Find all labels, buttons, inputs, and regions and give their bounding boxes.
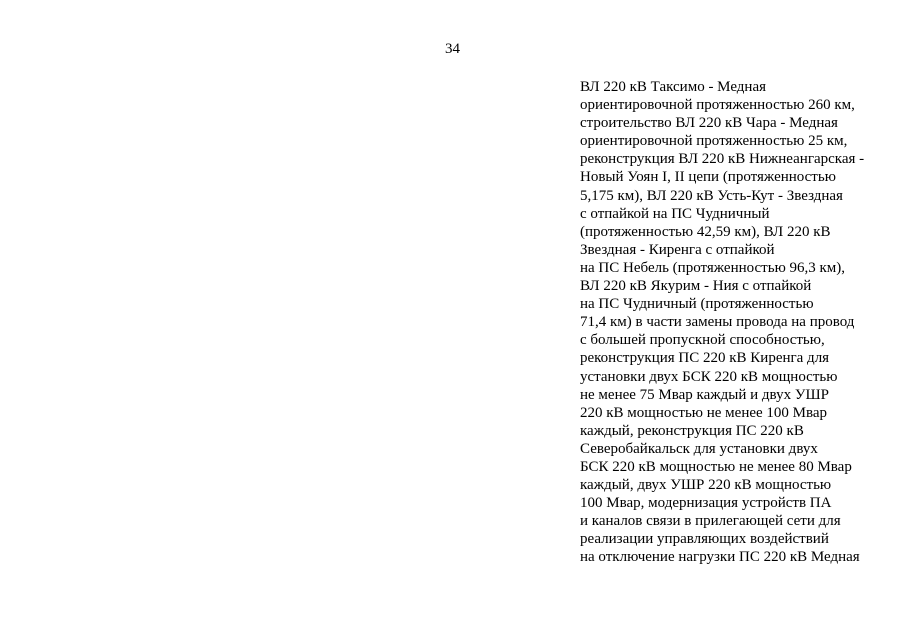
page-number: 34	[445, 41, 460, 57]
text-line: 5,175 км), ВЛ 220 кВ Усть-Кут - Звездная	[580, 187, 843, 204]
text-line: БСК 220 кВ мощностью не менее 80 Мвар	[580, 458, 852, 475]
text-line: и каналов связи в прилегающей сети для	[580, 513, 841, 530]
text-line: 100 Мвар, модернизация устройств ПА	[580, 495, 832, 512]
text-line: каждый, реконструкция ПС 220 кВ	[580, 422, 804, 439]
text-line: на ПС Чудничный (протяженностью	[580, 296, 814, 313]
text-line: ВЛ 220 кВ Таксимо - Медная	[580, 79, 766, 95]
text-line: ориентировочной протяженностью 260 км,	[580, 97, 855, 114]
text-line: Новый Уоян I, II цепи (протяженностью	[580, 169, 836, 186]
text-line: установки двух БСК 220 кВ мощностью	[580, 368, 838, 385]
text-line: с большей пропускной способностью,	[580, 332, 825, 349]
text-line: на ПС Небель (протяженностью 96,3 км),	[580, 259, 846, 276]
text-line: Северобайкальск для установки двух	[580, 440, 818, 457]
text-line: не менее 75 Мвар каждый и двух УШР	[580, 386, 829, 403]
text-line: реализации управляющих воздействий	[580, 531, 829, 548]
text-line: каждый, двух УШР 220 кВ мощностью	[580, 477, 832, 494]
text-line: ВЛ 220 кВ Якурим - Ния с отпайкой	[580, 278, 812, 295]
text-line: ориентировочной протяженностью 25 км,	[580, 133, 848, 150]
text-line: 220 кВ мощностью не менее 100 Мвар	[580, 404, 828, 421]
text-line: реконструкция ВЛ 220 кВ Нижнеангарская -	[580, 151, 865, 168]
body-text-column	[580, 78, 900, 567]
text-line: (протяженностью 42,59 км), ВЛ 220 кВ	[580, 223, 831, 240]
text-line: 71,4 км) в части замены провода на провод	[580, 314, 855, 331]
text-line: на отключение нагрузки ПС 220 кВ Медная	[580, 549, 860, 566]
text-line: Звездная - Киренга с отпайкой	[580, 241, 775, 258]
text-line: строительство ВЛ 220 кВ Чара - Медная	[580, 115, 838, 132]
text-line: с отпайкой на ПС Чудничный	[580, 205, 770, 222]
text-line: реконструкция ПС 220 кВ Киренга для	[580, 350, 830, 367]
